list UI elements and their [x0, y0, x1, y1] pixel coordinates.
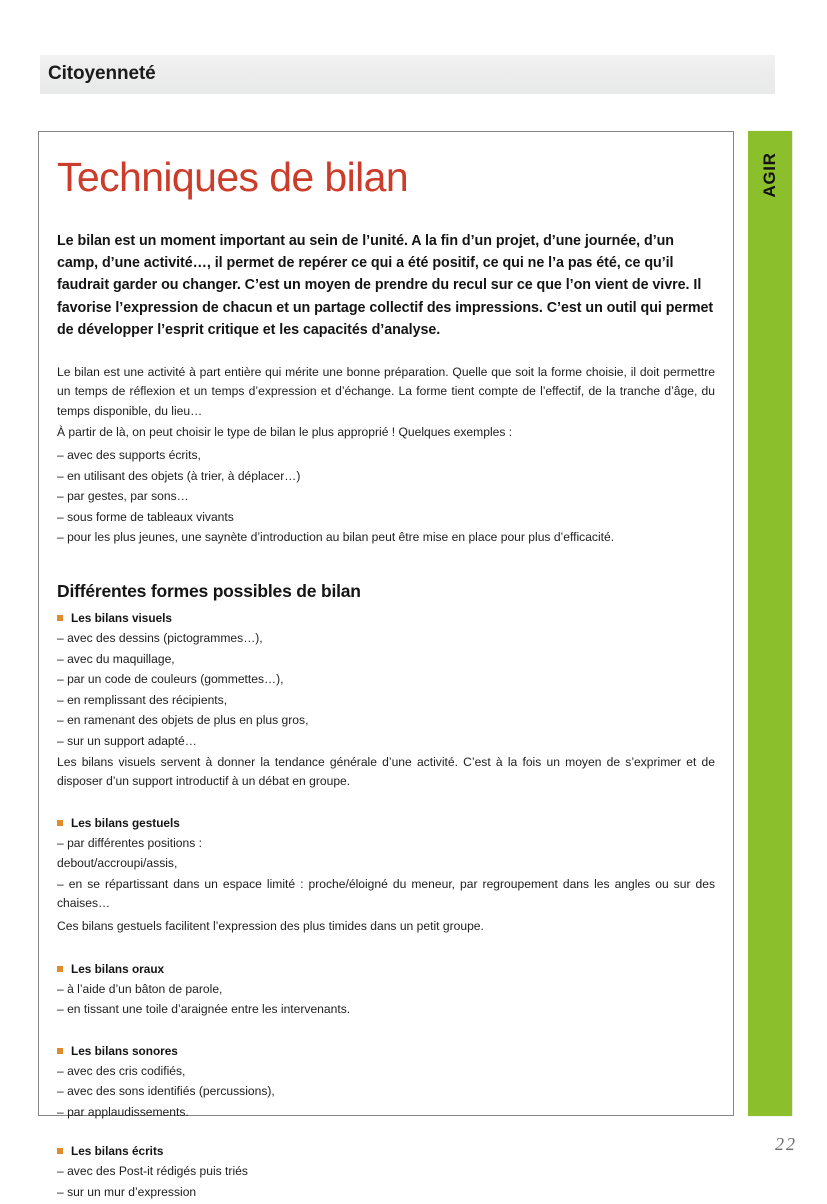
list-item: – par différentes positions :	[57, 835, 202, 850]
subsection-heading-label: Les bilans gestuels	[71, 815, 180, 830]
list-item: – en se répartissant dans un espace limité : proche/éloigné du meneur, par regroupement dans les angles ou sur des chaises…	[57, 876, 715, 911]
subsection-bilans-sonores	[51, 1044, 721, 1123]
subsection-heading	[57, 611, 715, 625]
side-tab-label: AGIR	[760, 152, 779, 198]
side-tab-agir	[748, 131, 792, 1116]
subsection-heading	[57, 962, 715, 976]
list-item: debout/accroupi/assis,	[57, 856, 178, 871]
intro-paragraph: Le bilan est une activité à part entière qui mérite une bonne préparation. Quelle que soit la forme choisie, il doit permettre un temps de réflexion et un temps d’expression et d’échange. La forme tient compte de l’effectif, de la tranche d’âge, du temps disponible, du lieu…	[57, 364, 715, 418]
subsection-bilans-ecrits	[51, 1144, 721, 1202]
subsection-bilans-oraux	[51, 962, 721, 1020]
page-header-title: Citoyenneté	[48, 63, 156, 84]
list-item: – en utilisant des objets (à trier, à déplacer…)	[57, 468, 301, 483]
list-item: – avec des sons identifiés (percussions),	[57, 1084, 275, 1099]
subsection-bilans-gestuels	[51, 816, 721, 937]
list-item: – sous forme de tableaux vivants	[57, 509, 234, 524]
list-item: – pour les plus jeunes, une saynète d’introduction au bilan peut être mise en place pour plus d’efficacité.	[57, 530, 615, 545]
section-heading: Différentes formes possibles de bilan	[57, 581, 361, 602]
subsection-list	[57, 834, 715, 914]
list-item: – en tissant une toile d’araignée entre les intervenants.	[57, 1002, 351, 1017]
square-bullet-icon	[57, 1048, 63, 1054]
list-item: – sur un mur d’expression	[57, 1185, 197, 1200]
subsection-note: Les bilans visuels servent à donner la tendance générale d’une activité. C’est à la fois un moyen de s’exprimer et de disposer d’un support introductif à un débat en groupe.	[57, 754, 715, 789]
square-bullet-icon	[57, 966, 63, 972]
intro-example-list	[57, 446, 715, 548]
list-item: – avec du maquillage,	[57, 651, 175, 666]
subsection-heading	[57, 1144, 715, 1158]
square-bullet-icon	[57, 615, 63, 621]
list-item: – avec des cris codifiés,	[57, 1063, 186, 1078]
subsection-bilans-visuels	[51, 611, 721, 792]
list-item: – en remplissant des récipients,	[57, 692, 228, 707]
content-frame-inner	[49, 132, 723, 1204]
subsection-list	[57, 1062, 715, 1123]
subsection-heading	[57, 1044, 715, 1058]
list-item: – sur un support adapté…	[57, 733, 197, 748]
list-item: – avec des Post-it rédigés puis triés	[57, 1164, 248, 1179]
subsection-heading-label: Les bilans oraux	[71, 961, 165, 976]
square-bullet-icon	[57, 1148, 63, 1154]
subsection-heading-label: Les bilans écrits	[71, 1144, 164, 1159]
intro-followup: À partir de là, on peut choisir le type de bilan le plus approprié ! Quelques exemples :	[57, 424, 513, 439]
subsection-list	[57, 980, 715, 1020]
list-item: – avec des supports écrits,	[57, 448, 201, 463]
subsection-list	[57, 629, 715, 751]
subsection-heading-label: Les bilans visuels	[71, 611, 172, 626]
subsection-heading	[57, 816, 715, 830]
lead-paragraph: Le bilan est un moment important au sein de l’unité. A la fin d’un projet, d’une journée, d’un camp, d’une activité…, il permet de repérer ce qui a été positif, ce qui ne l’a pas été, ce qu’il faudrait garder ou changer. C’est un moyen de prendre du recul sur ce que l’on vient de vivre. Il favorise l’expression de chacun et un partage collectif des impressions. C’est un outil qui permet de développer l’esprit critique et les capacités d’analyse.	[57, 233, 714, 338]
subsection-heading-label: Les bilans sonores	[71, 1043, 178, 1058]
list-item: – en ramenant des objets de plus en plus gros,	[57, 713, 309, 728]
list-item: – à l’aide d’un bâton de parole,	[57, 981, 223, 996]
list-item: – par applaudissements.	[57, 1104, 189, 1119]
content-frame	[38, 131, 734, 1200]
subsection-note: Ces bilans gestuels facilitent l’expression des plus timides dans un petit groupe.	[57, 918, 484, 933]
list-item: – avec des dessins (pictogrammes…),	[57, 631, 263, 646]
subsection-list	[57, 1162, 715, 1202]
document-title: Techniques de bilan	[57, 154, 409, 200]
list-item: – par un code de couleurs (gommettes…),	[57, 672, 284, 687]
square-bullet-icon	[57, 820, 63, 826]
page-number: 22	[775, 1134, 797, 1154]
list-item: – par gestes, par sons…	[57, 489, 189, 504]
